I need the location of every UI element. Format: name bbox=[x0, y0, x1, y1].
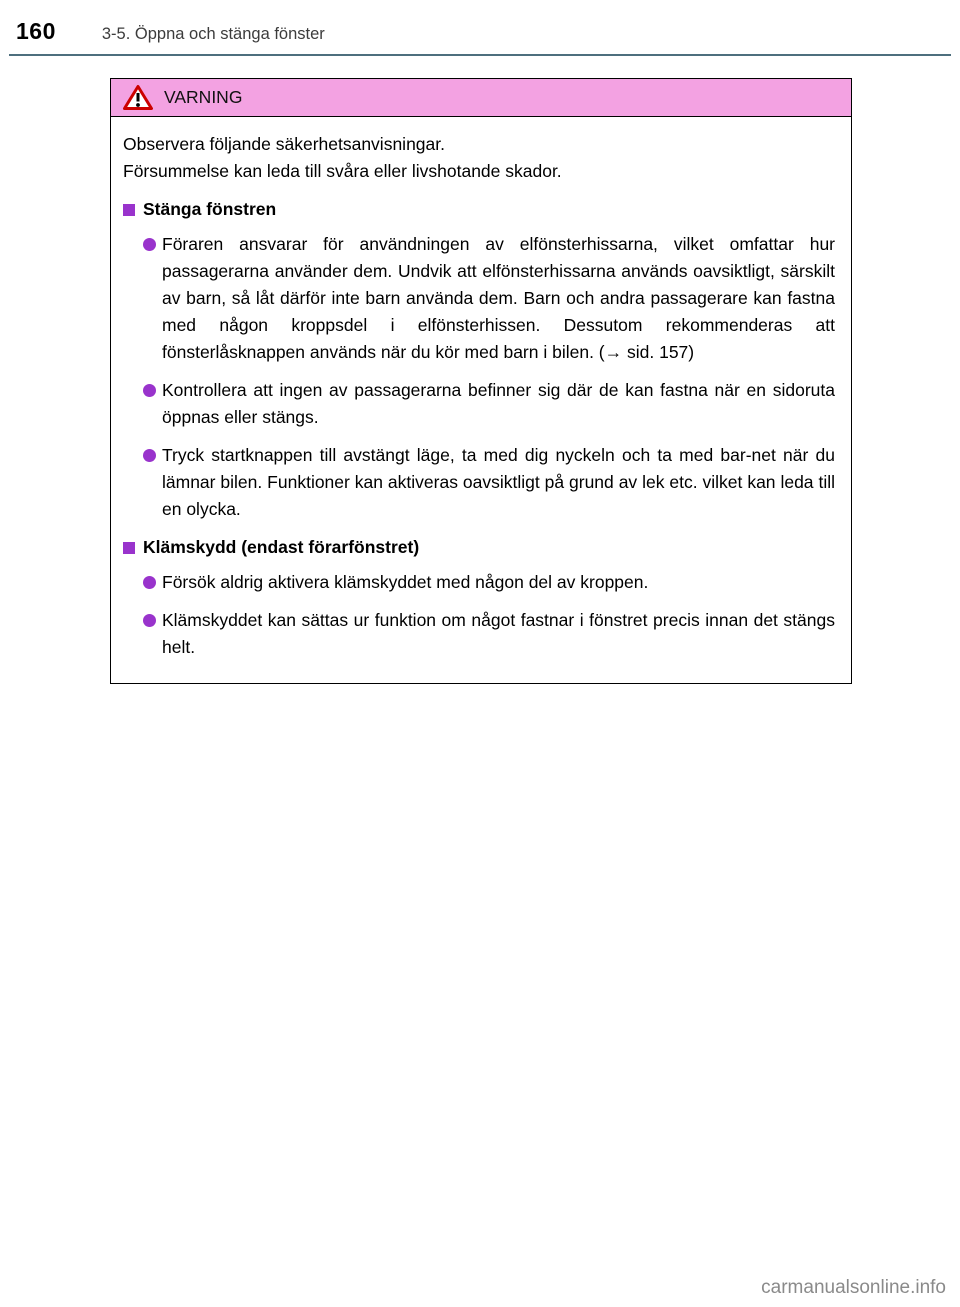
list-item bbox=[143, 607, 835, 661]
warning-intro bbox=[123, 131, 835, 185]
page-number: 160 bbox=[16, 18, 56, 44]
bullet-text: Tryck startknappen till avstängt läge, ta med dig nyckeln och ta med bar-net när du lämnar bilen. Funktioner kan aktiveras oavsiktligt på grund av lek etc. vilket kan leda till en olycka. bbox=[162, 445, 835, 519]
bullet-text: Klämskyddet kan sättas ur funktion om något fastnar i fönstret precis innan det stängs helt. bbox=[162, 610, 835, 657]
list-item bbox=[143, 231, 835, 366]
list-item bbox=[143, 569, 835, 596]
warning-box bbox=[110, 78, 852, 684]
bullet-text: Kontrollera att ingen av passagerarna befinner sig där de kan fastna när en sidoruta öppnas eller stängs. bbox=[162, 380, 835, 427]
section-heading-label: Klämskydd (endast förarfönstret) bbox=[143, 537, 420, 557]
circle-bullet-icon bbox=[143, 384, 156, 397]
warning-intro-line: Observera följande säkerhetsanvisningar. bbox=[123, 134, 445, 154]
watermark-text: carmanualsonline.info bbox=[761, 1277, 946, 1298]
page-header bbox=[0, 0, 960, 45]
section-header: 3-5. Öppna och stänga fönster bbox=[101, 25, 325, 43]
warning-intro-line: Försummelse kan leda till svåra eller livshotande skador. bbox=[123, 161, 562, 181]
square-bullet-icon bbox=[123, 542, 135, 554]
list-item bbox=[143, 442, 835, 523]
bullet-text: Föraren ansvarar för användningen av elfönsterhissarna, vilket omfattar hur passagerarna använder dem. Undvik att elfönsterhissarna används oavsiktligt, särskilt av barn, så låt därför inte barn använda dem. Barn och andra passagerare kan fastna med någon kroppsdel i elfönsterhissen. Dessutom rekommenderas att fönsterlåsknappen används när du kör med barn i bilen. (→ sid. 157) bbox=[162, 234, 835, 362]
section-heading-klamskydd bbox=[123, 537, 835, 558]
list-item bbox=[143, 377, 835, 431]
warning-triangle-icon bbox=[123, 84, 153, 111]
warning-title: VARNING bbox=[164, 87, 243, 107]
circle-bullet-icon bbox=[143, 449, 156, 462]
circle-bullet-icon bbox=[143, 238, 156, 251]
section-heading-stanga-fonstren bbox=[123, 199, 835, 220]
circle-bullet-icon bbox=[143, 576, 156, 589]
bullet-text: Försök aldrig aktivera klämskyddet med någon del av kroppen. bbox=[162, 572, 649, 592]
circle-bullet-icon bbox=[143, 614, 156, 627]
warning-body bbox=[111, 117, 851, 683]
section-heading-label: Stänga fönstren bbox=[143, 199, 277, 219]
warning-header-bar bbox=[111, 79, 851, 117]
header-divider bbox=[9, 54, 951, 56]
square-bullet-icon bbox=[123, 204, 135, 216]
